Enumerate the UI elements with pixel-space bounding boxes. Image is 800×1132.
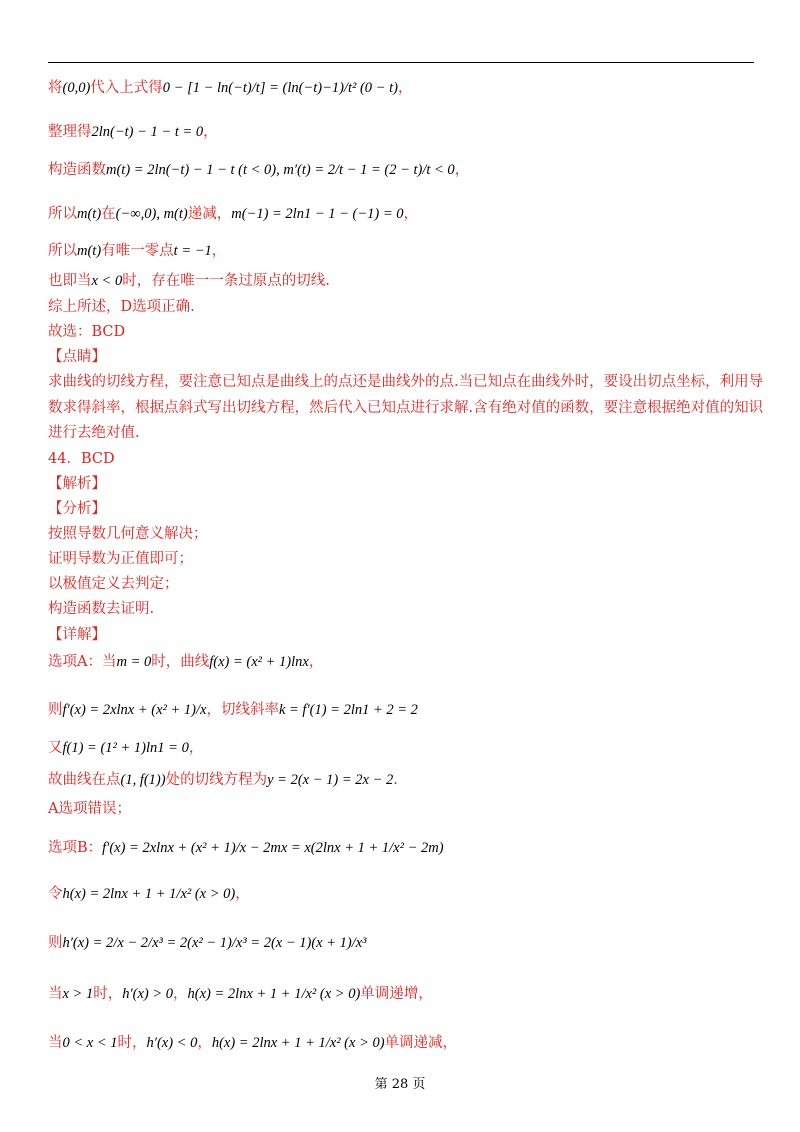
analysis-line-2: 证明导数为正值即可； <box>48 551 193 567</box>
paragraph-line-3: 进行去绝对值. <box>48 425 140 441</box>
heading-jiexi: 【解析】 <box>48 476 106 492</box>
line-answer-bcd: 故选：BCD <box>48 324 126 340</box>
line-a-wrong: A选项错误； <box>48 801 131 817</box>
line-f1-value: 又f(1) = (1² + 1)ln1 = 0， <box>48 740 204 756</box>
line-h-derivative: 则h′(x) = 2/x − 2/x³ = 2(x² − 1)/x³ = 2(x − 1)(x + 1)/x³ <box>48 935 367 951</box>
analysis-line-4: 构造函数去证明. <box>48 601 155 617</box>
line-m-decreasing: 所以m(t)在(−∞,0), m(t)递减，m(−1) = 2ln1 − 1 − (−1) = 0， <box>48 206 419 222</box>
line-tangent-equation: 故曲线在点(1, f(1))处的切线方程为y = 2(x − 1) = 2x − 2. <box>48 772 398 788</box>
line-h-decreasing: 当0 < x < 1时，h′(x) < 0，h(x) = 2lnx + 1 + 1/x² (x > 0)单调递减， <box>48 1035 458 1051</box>
question-44-answer: 44．BCD <box>48 451 115 467</box>
heading-fenxi: 【分析】 <box>48 501 106 517</box>
line-conclusion-d: 综上所述，D选项正确. <box>48 299 195 315</box>
heading-dianjing: 【点睛】 <box>48 349 106 365</box>
line-derivative-slope: 则f′(x) = 2xlnx + (x² + 1)/x，切线斜率k = f′(1) = 2ln1 + 2 = 2 <box>48 702 418 718</box>
analysis-line-3: 以极值定义去判定； <box>48 576 179 592</box>
paragraph-line-1: 求曲线的切线方程，要注意已知点是曲线上的点还是曲线外的点.当已知点在曲线外时，要设出切点坐标，利用导 <box>48 374 764 390</box>
line-h-increasing: 当x > 1时，h′(x) > 0，h(x) = 2lnx + 1 + 1/x² (x > 0)单调递增， <box>48 986 433 1002</box>
line-substitute-origin: 将(0,0)代入上式得0 − [1 − ln(−t)/t] = (ln(−t)−1)/t² (0 − t)， <box>48 80 413 96</box>
paragraph-line-2: 数求得斜率，根据点斜式写出切线方程，然后代入已知点进行求解.含有绝对值的函数，要注意根据绝对值的知识 <box>48 400 764 416</box>
header-rule <box>48 62 754 63</box>
line-unique-zero: 所以m(t)有唯一零点t = −1， <box>48 243 227 259</box>
line-define-h: 令h(x) = 2lnx + 1 + 1/x² (x > 0)， <box>48 886 250 902</box>
line-option-a: 选项A：当m = 0时，曲线f(x) = (x² + 1)lnx， <box>48 654 324 670</box>
heading-xiangjie: 【详解】 <box>48 627 106 643</box>
line-construct-m: 构造函数m(t) = 2ln(−t) − 1 − t (t < 0), m′(t) = 2/t − 1 = (2 − t)/t < 0， <box>48 162 470 178</box>
line-x-negative: 也即当x < 0时，存在唯一一条过原点的切线. <box>48 273 330 289</box>
analysis-line-1: 按照导数几何意义解决； <box>48 526 208 542</box>
line-simplify: 整理得2ln(−t) − 1 − t = 0， <box>48 124 218 140</box>
page-number: 第 28 页 <box>374 1077 426 1092</box>
line-option-b: 选项B：f′(x) = 2xlnx + (x² + 1)/x − 2mx = x(2lnx + 1 + 1/x² − 2m) <box>48 840 444 856</box>
